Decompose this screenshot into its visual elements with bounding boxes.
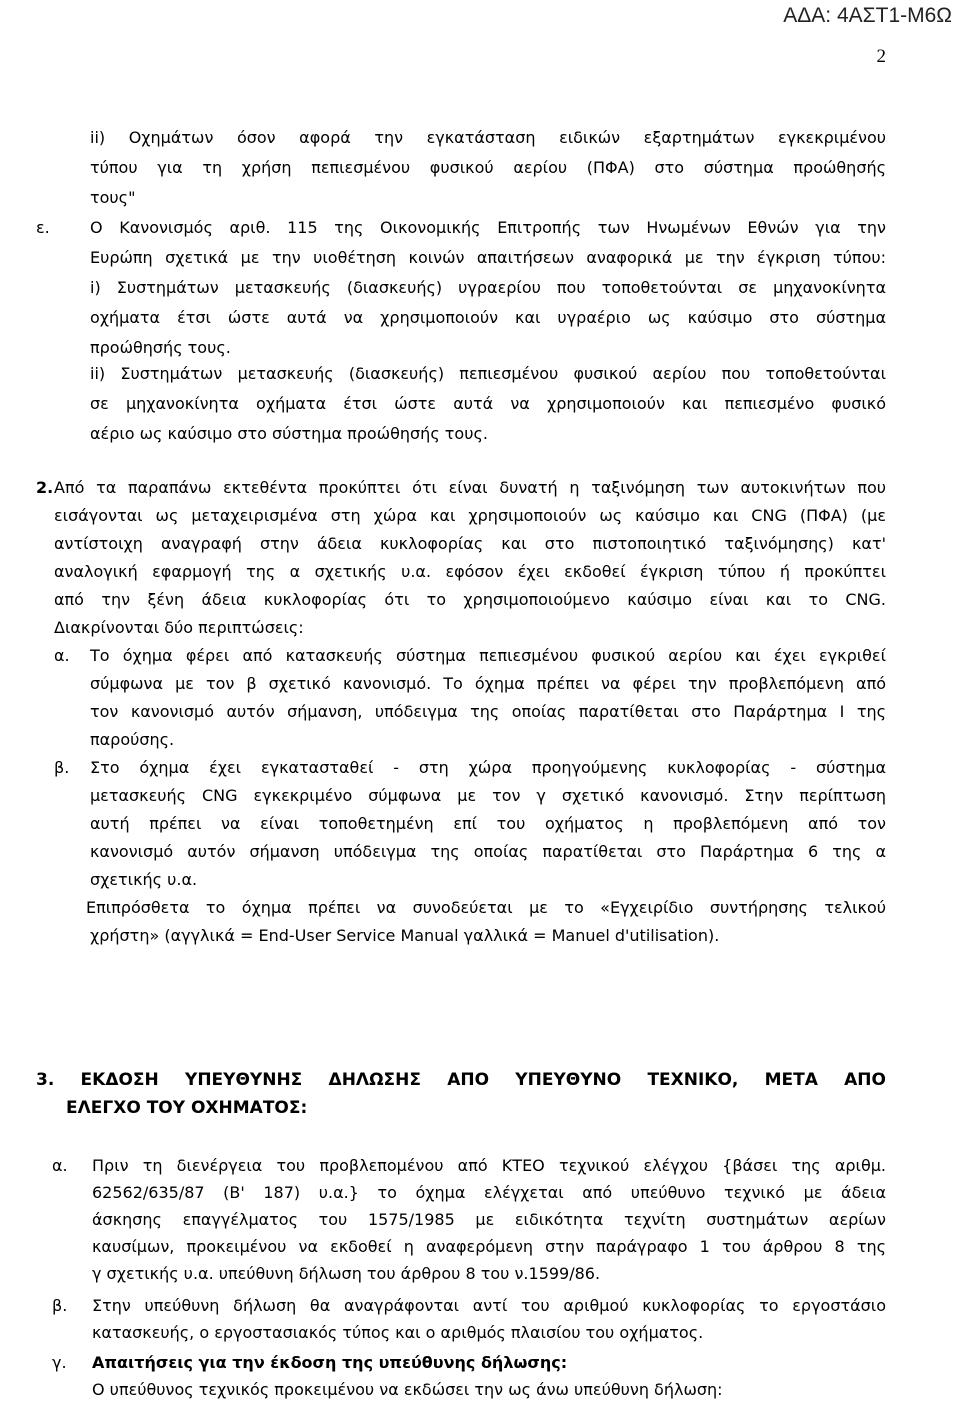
page-number: 2 — [876, 46, 886, 67]
s2-extra-line-1: Επιπρόσθετα το όχημα πρέπει να συνοδεύεται με το «Εγχειρίδιο συντήρησης τελικού — [86, 898, 886, 917]
s2-intro-line-5: από την ξένη άδεια κυκλοφορίας ότι το χρησιμοποιούμενο καύσιμο είναι και το CNG. — [54, 590, 886, 609]
e-line-7: σε μηχανοκίνητα οχήματα έτσι ώστε αυτά να χρησιμοποιούν και πεπιεσμένο φυσικό — [90, 394, 886, 413]
s3-b-line-2: κατασκευής, ο εργοστασιακός τύπος και ο αριθμός πλαισίου του οχήματος. — [92, 1323, 704, 1342]
s2-intro-line-3: αντίστοιχη αναγραφή στην άδεια κυκλοφορίας και στο πιστοποιητικό ταξινόμησης) κατ' — [54, 534, 886, 553]
e-line-6: ii) Συστημάτων μετασκευής (διασκευής) πεπιεσμένου φυσικού αερίου που τοποθετούνται — [90, 364, 886, 383]
e-line-5: προώθησής τους. — [90, 338, 231, 357]
ii-line-1: ii) Οχημάτων όσον αφορά την εγκατάσταση ειδικών εξαρτημάτων εγκεκριμένου — [90, 128, 886, 147]
s2-intro-line-2: εισάγονται ως μεταχειρισμένα στη χώρα και χρησιμοποιούν ως καύσιμο και CNG (ΠΦΑ) (με — [54, 506, 886, 525]
s3-a-line-3: άσκησης επαγγέλματος του 1575/1985 με ειδικότητα τεχνίτη συστημάτων αερίων — [92, 1210, 886, 1229]
s2-intro-line-4: αναλογική εφαρμογή της α σχετικής υ.α. εφόσον έχει εκδοθεί έγκριση τύπου ή προκύπτει — [54, 562, 886, 581]
s3-item-b-label: β. — [52, 1296, 68, 1315]
s3-item-c-label: γ. — [52, 1353, 67, 1372]
s2-item-b-label: β. — [54, 758, 70, 777]
s3-c-line: Ο υπεύθυνος τεχνικός προκειμένου να εκδώσει την ως άνω υπεύθυνη δήλωση: — [92, 1380, 723, 1399]
s2-b-line-1: Στο όχημα έχει εγκατασταθεί - στη χώρα προηγούμενης κυκλοφορίας - σύστημα — [90, 758, 886, 777]
s2-intro-line-1: Από τα παραπάνω εκτεθέντα προκύπτει ότι είναι δυνατή η ταξινόμηση των αυτοκινήτων που — [54, 478, 886, 497]
e-line-8: αέριο ως καύσιμο στο σύστημα προώθησής τους. — [90, 424, 488, 443]
s2-b-line-3: αυτή πρέπει να είναι τοποθετημένη επί του οχήματος η προβλεπόμενη από τον — [90, 814, 886, 833]
e-line-2: Ευρώπη σχετικά με την υιοθέτηση κοινών απαιτήσεων αναφορικά με την έγκριση τύπου: — [90, 248, 886, 267]
s3-a-line-5: γ σχετικής υ.α. υπεύθυνη δήλωση του άρθρου 8 του ν.1599/86. — [92, 1264, 601, 1283]
section-2-number: 2. — [36, 478, 54, 497]
s2-intro-line-6: Διακρίνονται δύο περιπτώσεις: — [54, 618, 304, 637]
e-line-4: οχήματα έτσι ώστε αυτά να χρησιμοποιούν και υγραέριο ως καύσιμο στο σύστημα — [90, 308, 886, 327]
e-line-3: i) Συστημάτων μετασκευής (διασκευής) υγραερίου που τοποθετούνται σε μηχανοκίνητα — [90, 278, 886, 297]
s2-b-line-4: κανονισμό αυτόν σήμανση υπόδειγμα της οποίας παρατίθεται στο Παράρτημα 6 της α — [90, 842, 886, 861]
s2-b-line-2: μετασκευής CNG εγκεκριμένο σύμφωνα με τον γ σχετικό κανονισμό. Στην περίπτωση — [90, 786, 886, 805]
e-line-1: Ο Κανονισμός αριθ. 115 της Οικονομικής Επιτροπής των Ηνωμένων Εθνών για την — [90, 218, 886, 237]
ada-code: ΑΔΑ: 4ΑΣΤ1-Μ6Ω — [783, 4, 952, 27]
s3-c-title: Απαιτήσεις για την έκδοση της υπεύθυνης δήλωσης: — [92, 1353, 568, 1372]
s2-item-a-label: α. — [54, 646, 70, 665]
s3-b-line-1: Στην υπεύθυνη δήλωση θα αναγράφονται αντί του αριθμού κυκλοφορίας το εργοστάσιο — [92, 1296, 886, 1315]
section-3-heading-line-2: ΕΛΕΓΧΟ ΤΟΥ ΟΧΗΜΑΤΟΣ: — [66, 1098, 308, 1118]
s2-extra-line-2: χρήστη» (αγγλικά = End-User Service Manual γαλλικά = Manuel d'utilisation). — [90, 926, 720, 945]
s2-a-line-1: Το όχημα φέρει από κατασκευής σύστημα πεπιεσμένου φυσικού αερίου και έχει εγκριθεί — [90, 646, 886, 665]
s3-a-line-1: Πριν τη διενέργεια του προβλεπομένου από ΚΤΕΟ τεχνικού ελέγχου {βάσει της αριθμ. — [92, 1156, 886, 1175]
s3-a-line-2: 62562/635/87 (Β' 187) υ.α.} το όχημα ελέγχεται από υπεύθυνο τεχνικό με άδεια — [92, 1183, 886, 1202]
s2-a-line-3: τον κανονισμό αυτόν σήμανση, υπόδειγμα της οποίας παρατίθεται στο Παράρτημα Ι της — [90, 702, 886, 721]
ii-line-2: τύπου για τη χρήση πεπιεσμένου φυσικού αερίου (ΠΦΑ) στο σύστημα προώθησής — [90, 158, 886, 177]
s2-a-line-4: παρούσης. — [90, 730, 175, 749]
s2-b-line-5: σχετικής υ.α. — [90, 870, 198, 889]
section-3-heading-line-1: 3. ΕΚΔΟΣΗ ΥΠΕΥΘΥΝΗΣ ΔΗΛΩΣΗΣ ΑΠΟ ΥΠΕΥΘΥΝΟ ΤΕΧΝΙΚΟ, ΜΕΤΑ ΑΠΟ — [36, 1070, 886, 1090]
item-e-label: ε. — [36, 218, 50, 237]
s3-a-line-4: καυσίμων, προκειμένου να εκδοθεί η αναφερόμενη στην παράγραφο 1 του άρθρου 8 της — [92, 1237, 886, 1256]
ii-line-3: τους" — [90, 188, 136, 207]
s3-item-a-label: α. — [52, 1156, 68, 1175]
s2-a-line-2: σύμφωνα με τον β σχετικό κανονισμό. Το όχημα πρέπει να φέρει την προβλεπόμενη από — [90, 674, 886, 693]
